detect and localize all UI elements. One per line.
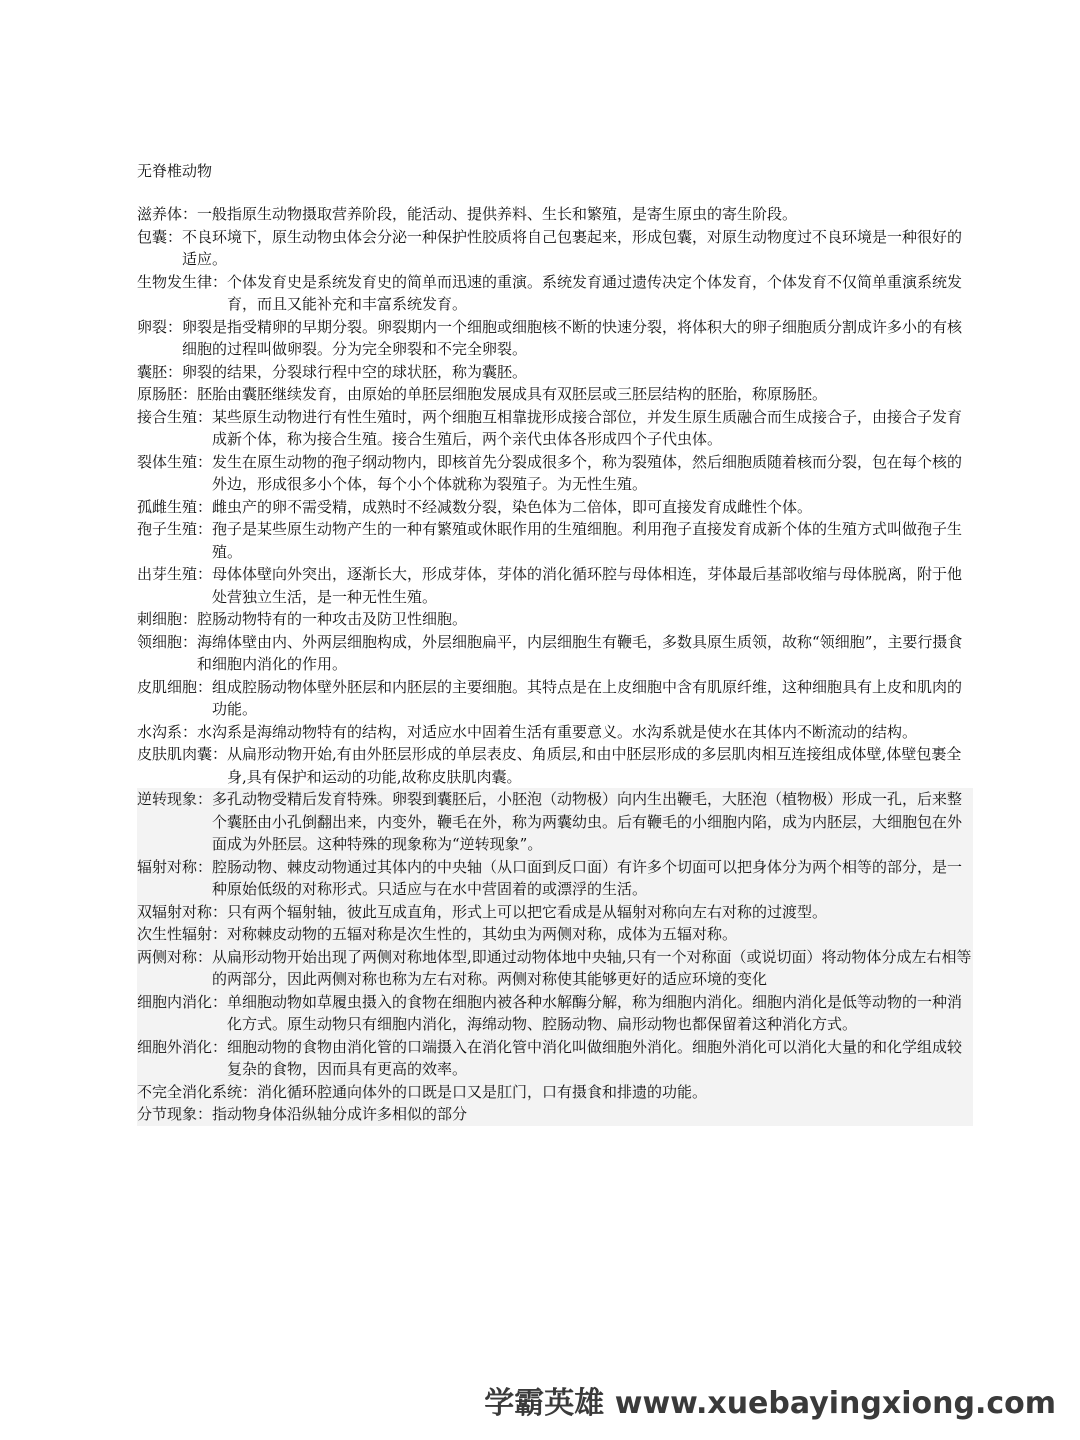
glossary-entry bbox=[137, 406, 973, 451]
glossary-definition: 对称棘皮动物的五辐对称是次生性的，其幼虫为两侧对称，成体为五辐对称。 bbox=[227, 925, 738, 943]
glossary-term: 裂体生殖： bbox=[137, 452, 213, 471]
glossary-term: 两侧对称： bbox=[137, 947, 213, 966]
glossary-definition: 多孔动物受精后发育特殊。卵裂到囊胚后，小胚泡（动物极）向内生出鞭毛，大胚泡（植物极）形成一孔，后来整个囊胚由小孔倒翻出来，内变外，鞭毛在外，称为两囊幼虫。后有鞭毛的小细胞内陷，成为内胚层，大细胞包在外面成为外胚层。这种特殊的现象称为“逆转现象”。 bbox=[212, 790, 963, 853]
glossary-definition: 单细胞动物如草履虫摄入的食物在细胞内被各种水解酶分解，称为细胞内消化。细胞内消化是低等动物的一种消化方式。原生动物只有细胞内消化，海绵动物、腔肠动物、扁形动物也都保留着这种消化方式。 bbox=[227, 992, 963, 1033]
glossary-entry bbox=[137, 923, 973, 946]
glossary-definition: 不良环境下，原生动物虫体会分泌一种保护性胶质将自己包裹起来，形成包囊，对原生动物度过不良环境是一种很好的适应。 bbox=[182, 227, 963, 268]
glossary-entry bbox=[137, 608, 973, 631]
glossary-term: 逆转现象： bbox=[137, 790, 213, 808]
glossary-definition: 指动物身体沿纵轴分成许多相似的部分 bbox=[212, 1105, 468, 1123]
glossary-entry bbox=[137, 316, 973, 361]
glossary-entry bbox=[137, 721, 973, 744]
site-watermark: 学霸英雄 www.xuebayingxiong.com bbox=[484, 1386, 1056, 1421]
glossary-term: 囊胚： bbox=[137, 362, 183, 381]
glossary-definition: 胚胎由囊胚继续发育，由原始的单胚层细胞发展成具有双胚层或三胚层结构的胚胎，称原肠胚。 bbox=[197, 385, 828, 403]
glossary-term: 双辐射对称： bbox=[137, 902, 228, 921]
glossary-definition: 从扁形动物开始出现了两侧对称地体型,即通过动物体地中央轴,只有一个对称面（或说切面）将动物体分成左右相等的两部分，因此两侧对称也称为左右对称。两侧对称使其能够更好的适应环境的变化 bbox=[212, 947, 972, 988]
glossary-definition: 组成腔肠动物体壁外胚层和内胚层的主要细胞。其特点是在上皮细胞中含有肌原纤维，这种细胞具有上皮和肌肉的功能。 bbox=[212, 677, 963, 718]
glossary-term: 辐射对称： bbox=[137, 857, 213, 876]
glossary-definition: 个体发育史是系统发育史的简单而迅速的重演。系统发育通过遗传决定个体发育，个体发育不仅简单重演系统发育，而且又能补充和丰富系统发育。 bbox=[227, 272, 963, 313]
glossary-definition: 卵裂是指受精卵的早期分裂。卵裂期内一个细胞或细胞核不断的快速分裂，将体积大的卵子细胞质分割成许多小的有核细胞的过程叫做卵裂。分为完全卵裂和不完全卵裂。 bbox=[182, 317, 963, 358]
glossary-term: 皮肌细胞： bbox=[137, 677, 213, 696]
glossary-entry bbox=[137, 271, 973, 316]
glossary-entry bbox=[137, 203, 973, 226]
glossary-term: 水沟系： bbox=[137, 722, 198, 741]
glossary-definition: 水沟系是海绵动物特有的结构，对适应水中固着生活有重要意义。水沟系就是使水在其体内不断流动的结构。 bbox=[197, 722, 918, 741]
glossary-definition: 海绵体壁由内、外两层细胞构成，外层细胞扁平，内层细胞生有鞭毛，多数具原生质领，故称“领细胞”，主要行摄食和细胞内消化的作用。 bbox=[197, 632, 963, 673]
glossary-term: 接合生殖： bbox=[137, 407, 213, 426]
glossary-definition: 从扁形动物开始,有由外胚层形成的单层表皮、角质层,和由中胚层形成的多层肌肉相互连接组成体壁,体壁包裹全身,具有保护和运动的功能,故称皮肤肌肉囊。 bbox=[227, 745, 962, 786]
glossary-definition: 只有两个辐射轴，彼此互成直角，形式上可以把它看成是从辐射对称向左右对称的过渡型。 bbox=[227, 902, 828, 921]
glossary-definition: 雌虫产的卵不需受精，成熟时不经减数分裂，染色体为二倍体，即可直接发育成雌性个体。 bbox=[212, 497, 813, 516]
glossary-definition: 卵裂的结果，分裂球行程中空的球状胚，称为囊胚。 bbox=[182, 362, 528, 381]
glossary-definition: 发生在原生动物的孢子纲动物内，即核首先分裂成很多个，称为裂殖体，然后细胞质随着核而分裂，包在每个核的外边，形成很多小个体，每个小个体就称为裂殖子。为无性生殖。 bbox=[212, 452, 963, 493]
glossary-term: 生物发生律： bbox=[137, 272, 228, 291]
glossary-definition: 某些原生动物进行有性生殖时，两个细胞互相靠拢形成接合部位，并发生原生质融合而生成接合子，由接合子发育成新个体，称为接合生殖。接合生殖后，两个亲代虫体各形成四个子代虫体。 bbox=[212, 407, 963, 448]
glossary-term: 细胞外消化： bbox=[137, 1037, 228, 1056]
glossary-entry bbox=[137, 676, 973, 721]
glossary-entry bbox=[137, 383, 973, 406]
glossary-entry bbox=[137, 946, 973, 991]
glossary-definition: 细胞动物的食物由消化管的口端摄入在消化管中消化叫做细胞外消化。细胞外消化可以消化大量的和化学组成较复杂的食物，因而具有更高的效率。 bbox=[227, 1037, 963, 1078]
glossary-entry bbox=[137, 991, 973, 1036]
glossary-term: 原肠胚： bbox=[137, 385, 198, 403]
glossary-definition: 腔肠动物特有的一种攻击及防卫性细胞。 bbox=[197, 610, 468, 628]
glossary-term: 皮肤肌肉囊： bbox=[137, 745, 228, 763]
glossary-term: 卵裂： bbox=[137, 317, 183, 336]
glossary-term: 次生性辐射： bbox=[137, 925, 228, 943]
glossary-entry bbox=[137, 901, 973, 924]
document-title: 无脊椎动物 bbox=[137, 162, 213, 180]
glossary-entry bbox=[137, 788, 973, 856]
glossary-entry bbox=[137, 451, 973, 496]
glossary-term: 滋养体： bbox=[137, 205, 198, 223]
glossary-term: 细胞内消化： bbox=[137, 992, 228, 1011]
glossary-term: 分节现象： bbox=[137, 1105, 213, 1123]
glossary-entry bbox=[137, 743, 973, 788]
glossary-entry bbox=[137, 563, 973, 608]
glossary-entry bbox=[137, 631, 973, 676]
glossary-definition: 孢子是某些原生动物产生的一种有繁殖或休眠作用的生殖细胞。利用孢子直接发育成新个体的生殖方式叫做孢子生殖。 bbox=[212, 520, 963, 561]
glossary-entry bbox=[137, 856, 973, 901]
glossary-list bbox=[137, 203, 973, 1126]
glossary-entry bbox=[137, 518, 973, 563]
glossary-term: 出芽生殖： bbox=[137, 565, 213, 583]
glossary-term: 领细胞： bbox=[137, 632, 198, 651]
glossary-definition: 一般指原生动物摄取营养阶段，能活动、提供养料、生长和繁殖，是寄生原虫的寄生阶段。 bbox=[197, 205, 798, 223]
glossary-entry bbox=[137, 1081, 973, 1104]
glossary-term: 孢子生殖： bbox=[137, 520, 213, 538]
glossary-definition: 消化循环腔通向体外的口既是口又是肛门，口有摄食和排遗的功能。 bbox=[257, 1082, 708, 1101]
glossary-entry bbox=[137, 496, 973, 519]
glossary-entry bbox=[137, 226, 973, 271]
glossary-definition: 母体体壁向外突出，逐渐长大，形成芽体，芽体的消化循环腔与母体相连，芽体最后基部收缩与母体脱离，附于他处营独立生活，是一种无性生殖。 bbox=[212, 565, 963, 606]
glossary-term: 包囊： bbox=[137, 227, 183, 246]
glossary-term: 不完全消化系统： bbox=[137, 1082, 258, 1101]
glossary-definition: 腔肠动物、棘皮动物通过其体内的中央轴（从口面到反口面）有许多个切面可以把身体分为两个相等的部分，是一种原始低级的对称形式。只适应与在水中营固着的或漂浮的生活。 bbox=[212, 857, 963, 898]
glossary-term: 孤雌生殖： bbox=[137, 497, 213, 516]
glossary-entry bbox=[137, 1036, 973, 1081]
glossary-term: 刺细胞： bbox=[137, 610, 198, 628]
glossary-entry bbox=[137, 1103, 973, 1126]
glossary-entry bbox=[137, 361, 973, 384]
